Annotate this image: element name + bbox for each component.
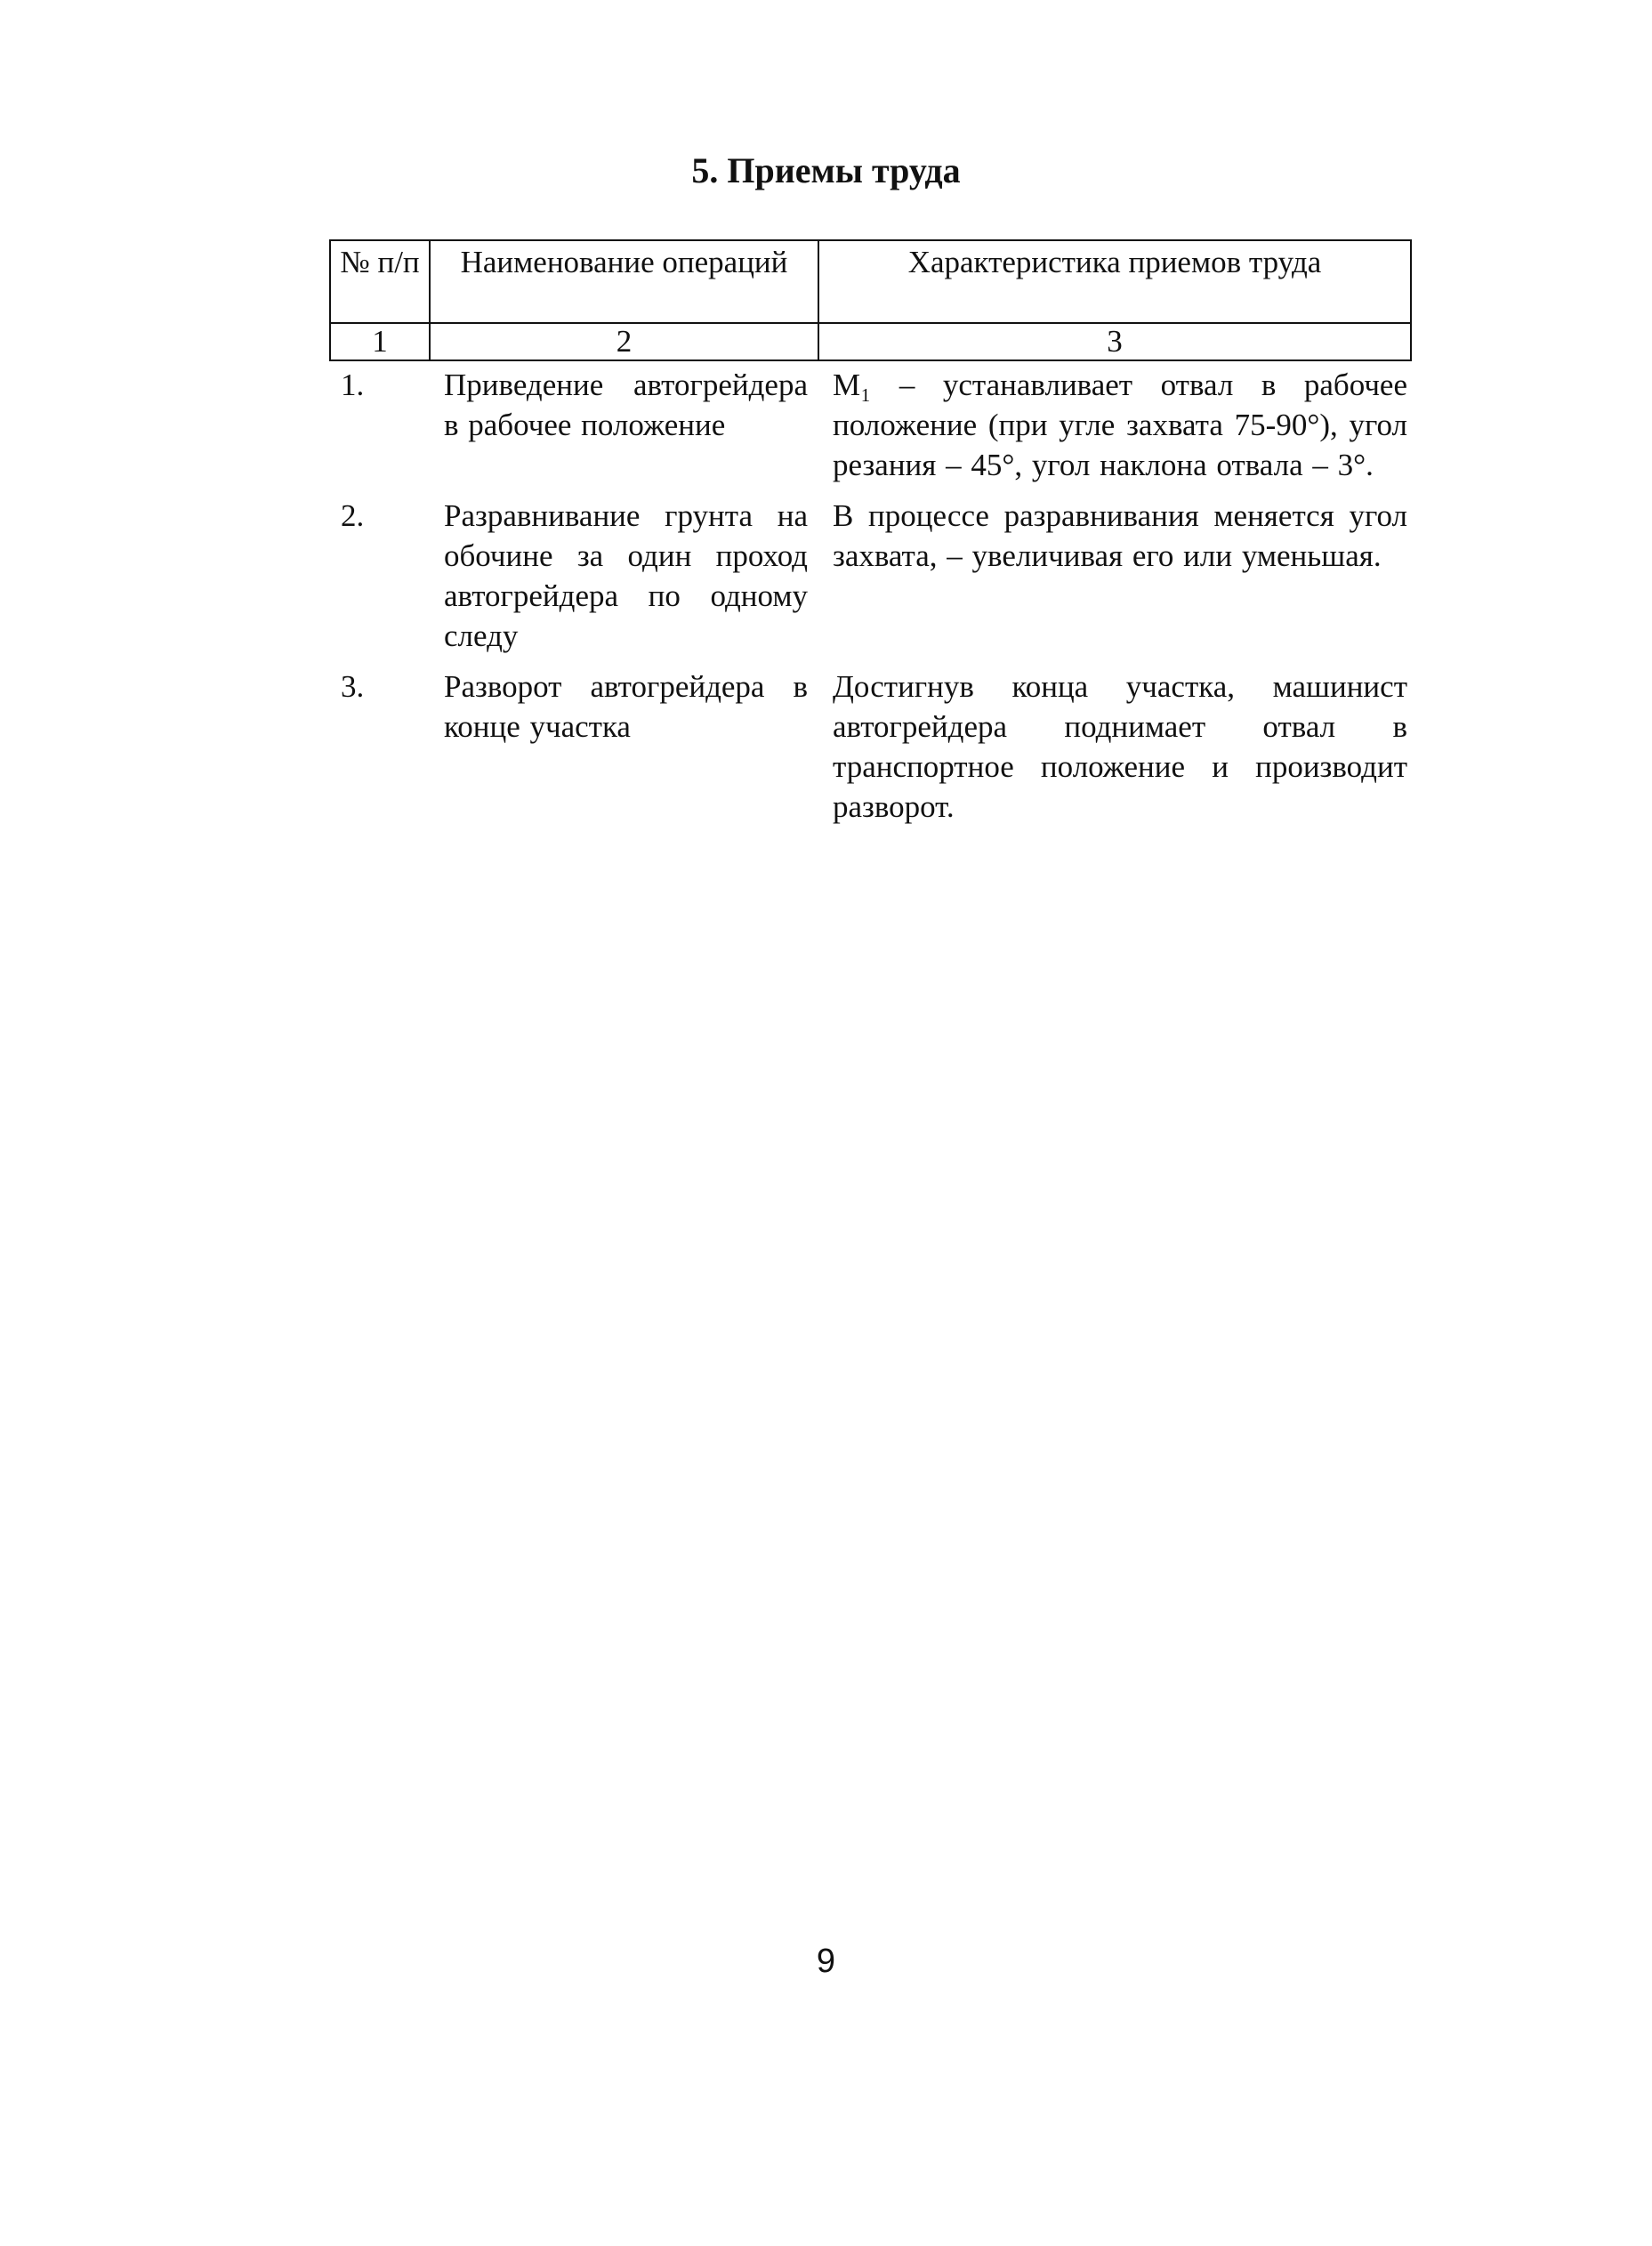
- operation-name: Разворот автогрейдера в конце участка: [444, 669, 808, 744]
- row-number: 1.: [341, 368, 365, 402]
- table-row: [330, 496, 1411, 667]
- work-methods-table: [329, 239, 1412, 837]
- header-operation-name: Наименование операций: [430, 240, 818, 323]
- table-header-row: [330, 240, 1411, 323]
- operation-name: Приведение автогрейдера в рабочее положение: [444, 368, 808, 442]
- column-number-2: 2: [430, 323, 818, 360]
- column-number-3: 3: [818, 323, 1411, 360]
- operation-description: В процессе разравнивания меняется угол захвата, – увеличивая его или уменьшая.: [833, 498, 1407, 573]
- row-number: 2.: [341, 498, 365, 533]
- header-characteristics: Характеристика приемов труда: [818, 240, 1411, 323]
- table-row: [330, 667, 1411, 837]
- page-number: 9: [816, 1943, 836, 1980]
- header-number: № п/п: [330, 240, 430, 323]
- table-row: [330, 360, 1411, 496]
- operation-name: Разравнивание грунта на обочине за один проход автогрейдера по одному следу: [444, 498, 808, 653]
- table-column-numbers-row: [330, 323, 1411, 360]
- operation-description: M₁ – устанавливает отвал в рабочее положение (при угле захвата 75-90°), угол резания – 45°, угол наклона отвала – 3°.: [833, 368, 1407, 482]
- column-number-1: 1: [330, 323, 430, 360]
- row-number: 3.: [341, 669, 365, 704]
- page-title: 5. Приемы труда: [691, 150, 961, 190]
- operation-description: Достигнув конца участка, машинист автогрейдера поднимает отвал в транспортное положение и производит разворот.: [833, 669, 1407, 824]
